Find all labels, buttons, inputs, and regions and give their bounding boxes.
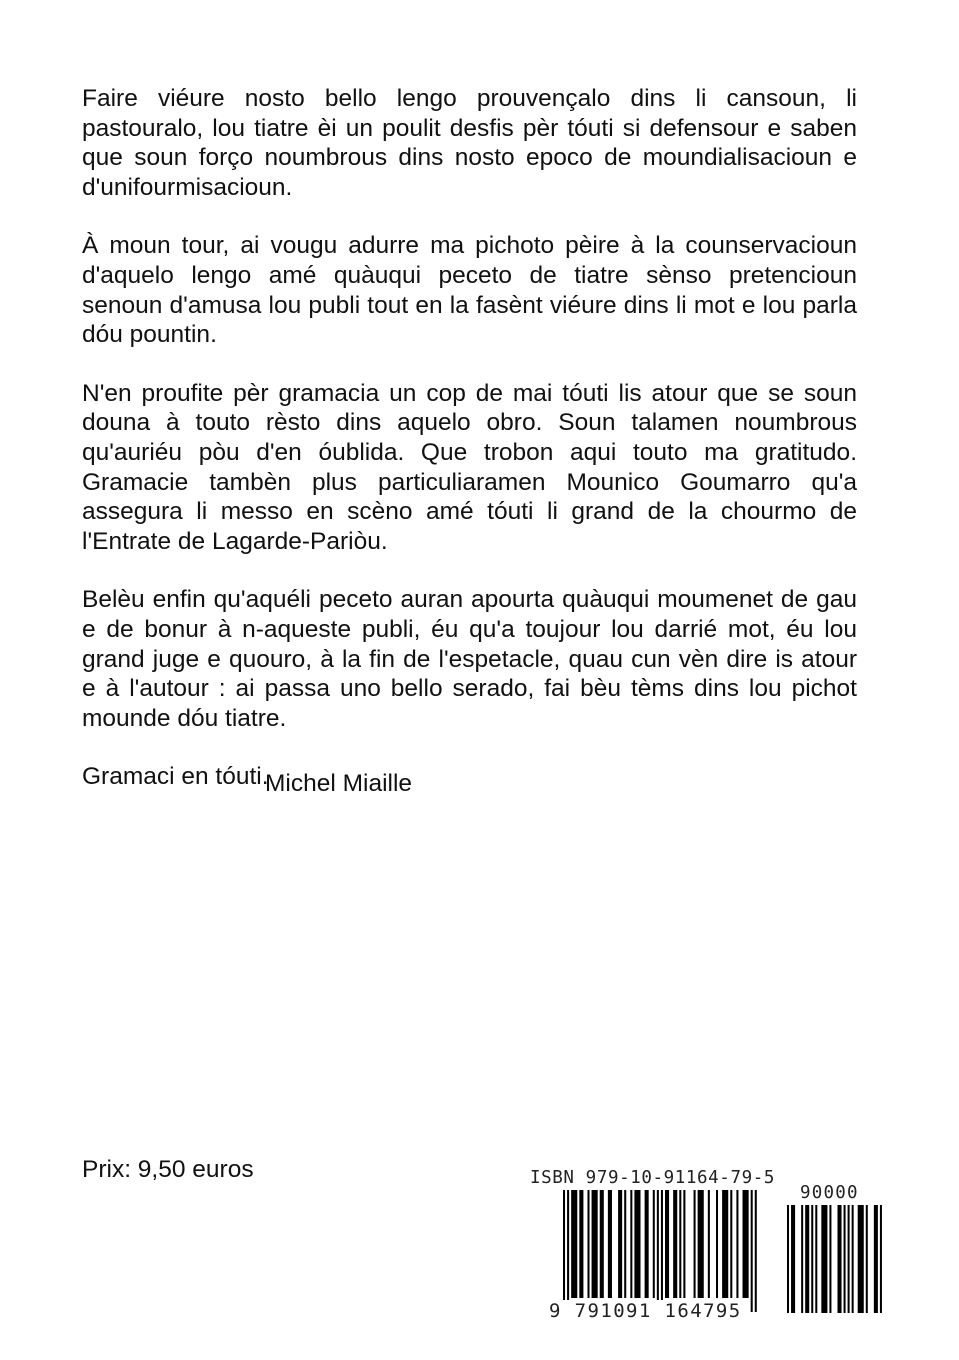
author-signature: Michel Miaille <box>265 770 413 797</box>
barcode-bar <box>791 1205 795 1313</box>
barcode-bar <box>801 1205 803 1313</box>
barcode-bar <box>665 1190 669 1298</box>
barcode-bar <box>743 1190 749 1298</box>
addon-digits: 90000 <box>800 1183 859 1203</box>
barcode-bar <box>805 1205 809 1313</box>
paragraph-3: N'en proufite pèr gramacia un cop de mai tóuti lis atour que se soun douna à touto rèsto dins aquelo obro. Soun talamen noumbrous qu'auriéu pòu d'en óublida. Que trobon aqui touto ma gratitudo. Gramacie tambèn plus particuliaramen Mounico Goumarro qu'a assegura li messo en scèno amé tóuti li grand de la chourmo de l'Entrate de Lagarde-Pariòu. <box>82 379 857 555</box>
barcode-bar <box>618 1190 622 1298</box>
barcode-bar <box>716 1190 718 1298</box>
barcode-guard-bar <box>755 1190 757 1312</box>
barcode-bar <box>698 1190 704 1298</box>
barcode-bar <box>730 1190 732 1298</box>
barcode-bar <box>634 1190 640 1298</box>
barcode-bar <box>630 1190 632 1298</box>
paragraph-1: Faire viéure nosto bello lengo prouvençalo dins li cansoun, li pastouralo, lou tiatre èi un poulit desfis pèr tóuti si defensour e saben que soun forço noumbrous dins nosto epoco de moundialisacioun e d'unifourmisacioun. <box>82 85 857 201</box>
price-label: Prix: 9,50 euros <box>82 1156 254 1183</box>
barcode-bar <box>722 1190 728 1298</box>
barcode-bar <box>608 1190 612 1298</box>
barcode-guard-bar <box>657 1190 659 1312</box>
barcode-bar <box>787 1205 789 1313</box>
barcode-bar <box>866 1205 868 1313</box>
barcode-bar <box>600 1190 604 1298</box>
barcode-bar <box>815 1205 817 1313</box>
barcode-bar <box>683 1190 685 1298</box>
closing-line: Gramaci en tóuti. <box>82 763 269 791</box>
barcode-bar <box>645 1190 649 1298</box>
barcode-guard-bar <box>751 1190 753 1312</box>
barcode-bar <box>880 1205 882 1313</box>
barcode-bar <box>821 1205 827 1313</box>
barcode-guard-bar <box>661 1190 663 1312</box>
barcode-guard-bar <box>567 1190 569 1312</box>
barcode-bar <box>848 1205 850 1313</box>
paragraph-4: Belèu enfin qu'aquéli peceto auran apourta quàuqui moumenet de gau e de bonur à n-aqueste publi, éu qu'a toujour lou darrié mot, éu lou grand juge e quouro, à la fin de l'espetacle, quau cun vèn dire is atour e à l'autour : ai passa uno bello serado, fai bèu tèms dins lou pichot mounde dóu tiatre. <box>82 586 857 732</box>
addon-bars <box>787 1205 882 1313</box>
barcode-bar <box>811 1205 813 1313</box>
barcode-bar <box>708 1190 710 1298</box>
barcode-guard-bar <box>563 1190 565 1312</box>
barcode-bar <box>624 1190 626 1298</box>
barcode-bar <box>587 1190 589 1298</box>
barcode-bar <box>844 1205 846 1313</box>
barcode-bar <box>592 1190 598 1298</box>
barcode-bar <box>673 1190 677 1298</box>
ean13-bars <box>563 1190 757 1312</box>
paragraph-2: À moun tour, ai vougu adurre ma pichoto pèire à la counservacioun d'aquelo lengo amé quàuqui peceto de tiatre sènso pretencioun senoun d'amusa lou publi tout en la fasènt viéure dins li mot e lou parla dóu pountin. <box>82 232 857 349</box>
barcode-digits: 9 791091 164795 <box>549 1300 742 1322</box>
barcode-bar <box>858 1205 864 1313</box>
barcode-bar <box>579 1190 583 1298</box>
barcode-bar <box>679 1190 681 1298</box>
barcode-bar <box>874 1205 878 1313</box>
barcode-bar <box>694 1190 696 1298</box>
barcode-bar <box>852 1205 854 1313</box>
barcode-bar <box>829 1205 831 1313</box>
barcode-bar <box>653 1190 655 1298</box>
barcode-bar <box>838 1205 842 1313</box>
barcode-bar <box>736 1190 738 1298</box>
isbn-label: ISBN 979-10-91164-79-5 <box>530 1168 775 1188</box>
barcode-bar <box>571 1190 577 1298</box>
